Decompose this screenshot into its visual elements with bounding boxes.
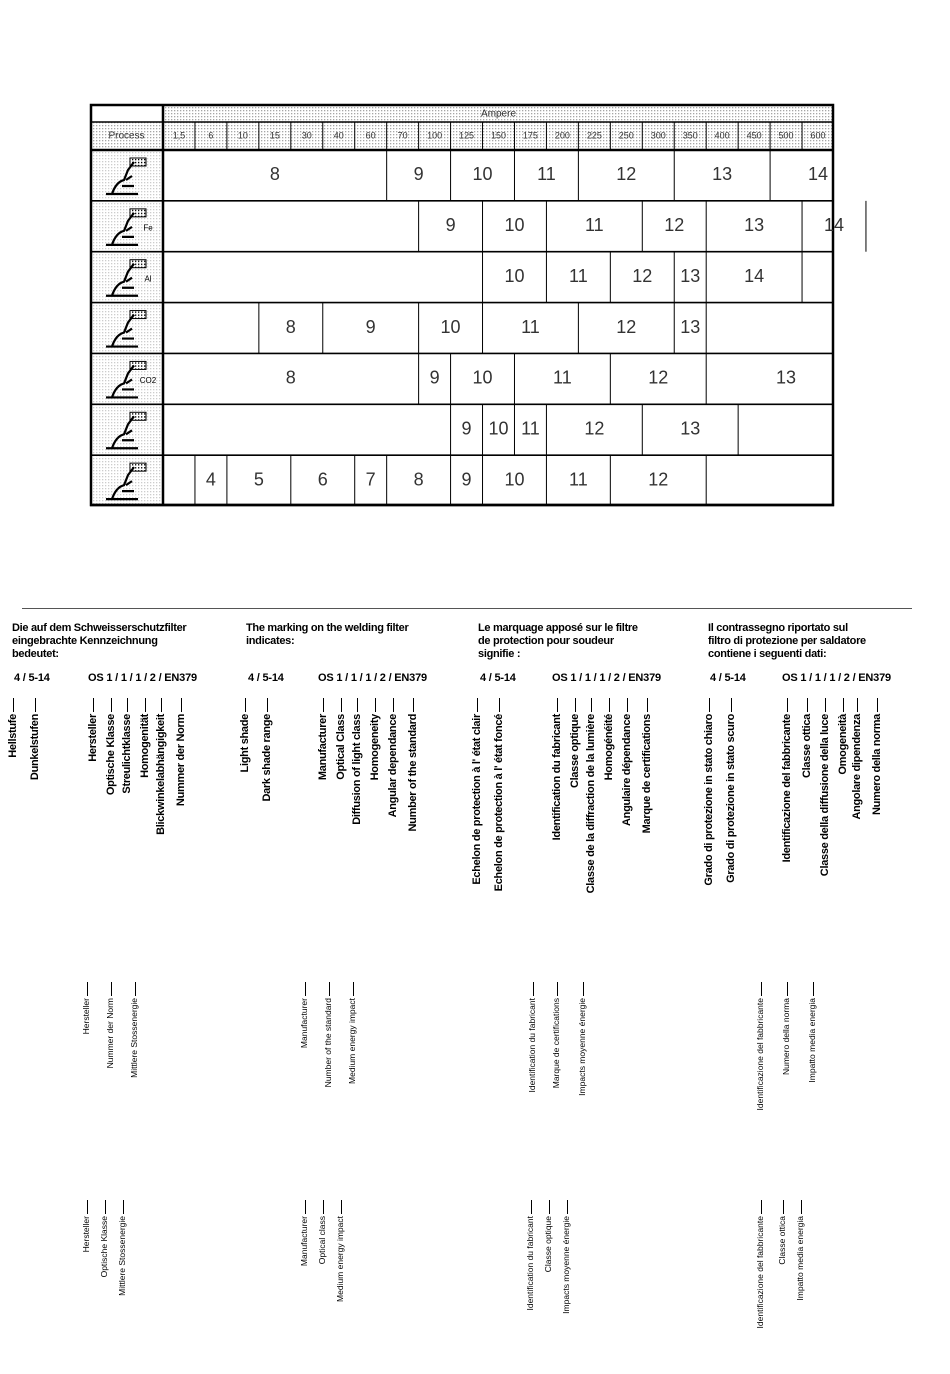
ampere-tick: 200 xyxy=(554,130,570,141)
marking-label-right: Optische Klasse xyxy=(105,714,117,796)
marking-label-right: Identification du fabricant xyxy=(551,714,563,841)
label-tick xyxy=(567,1200,568,1214)
section-divider xyxy=(22,608,912,609)
shade-value: 10 xyxy=(440,316,461,337)
label-tick xyxy=(531,1200,532,1214)
marking-label-bottom: Impatto media energia xyxy=(795,1216,805,1301)
marking-label-right: Classe ottica xyxy=(801,714,813,778)
figure-box xyxy=(130,209,146,217)
marking-label-mid: Manufacturer xyxy=(299,998,309,1049)
marking-label-right: Classe de la diffraction de la lumière xyxy=(585,714,597,894)
process-sub-label: Fe xyxy=(143,223,153,233)
ampere-tick: 250 xyxy=(618,130,634,141)
marking-label-left: Dunkelstufen xyxy=(29,714,41,781)
shade-value: 5 xyxy=(253,469,264,490)
shade-value: 13 xyxy=(712,164,733,185)
label-tick xyxy=(305,1200,306,1214)
label-tick xyxy=(731,698,732,712)
shade-value: 14 xyxy=(823,215,845,236)
label-tick xyxy=(375,698,376,712)
marking-label-right: Number of the standard xyxy=(407,714,419,832)
label-tick xyxy=(787,698,788,712)
label-tick xyxy=(305,982,306,996)
label-tick xyxy=(353,982,354,996)
shade-value: 10 xyxy=(472,367,493,388)
marking-label-mid: Impatto media energia xyxy=(807,998,817,1083)
marking-label-bottom: Manufacturer xyxy=(299,1216,309,1267)
marking-code-right: OS 1 / 1 / 1 / 2 / EN379 xyxy=(782,672,891,684)
shade-value: 12 xyxy=(584,418,605,439)
label-tick xyxy=(647,698,648,712)
shade-value: 11 xyxy=(553,367,572,388)
section-title-1: The marking on the welding filter indicates: xyxy=(246,622,409,647)
shade-value: 9 xyxy=(413,164,424,185)
ampere-tick: 1,5 xyxy=(172,130,186,141)
label-tick xyxy=(135,982,136,996)
label-tick xyxy=(499,698,500,712)
shade-value: 12 xyxy=(648,367,669,388)
ampere-tick: 15 xyxy=(269,130,280,141)
marking-label-mid: Hersteller xyxy=(81,998,91,1035)
label-tick xyxy=(267,698,268,712)
shade-value: 13 xyxy=(680,418,701,439)
marking-label-right: Identificazione del fabbricante xyxy=(781,714,793,863)
label-tick xyxy=(801,1200,802,1214)
marking-code-right: OS 1 / 1 / 1 / 2 / EN379 xyxy=(552,672,661,684)
ampere-tick: 350 xyxy=(682,130,698,141)
section-title-3: Il contrassegno riportato sul filtro di protezione per saldatore contiene i seguenti dati: xyxy=(708,622,866,660)
ampere-tick: 10 xyxy=(237,130,248,141)
marking-code-right: OS 1 / 1 / 1 / 2 / EN379 xyxy=(88,672,197,684)
marking-label-bottom: Identificazione del fabbricante xyxy=(755,1216,765,1329)
label-tick xyxy=(825,698,826,712)
ampere-tick: 30 xyxy=(301,130,312,141)
marking-label-mid: Impacts moyenne énergie xyxy=(577,998,587,1096)
shade-value: 10 xyxy=(504,265,525,286)
marking-label-right: Manufacturer xyxy=(317,714,329,781)
section-title-2: Le marquage apposé sur le filtre de protection pour soudeur signifie : xyxy=(478,622,638,660)
label-tick xyxy=(709,698,710,712)
shade-value: 10 xyxy=(504,215,525,236)
shade-value: 8 xyxy=(285,316,296,337)
label-tick xyxy=(761,1200,762,1214)
label-tick xyxy=(111,698,112,712)
marking-label-right: Homogenität xyxy=(139,714,151,778)
ampere-tick: 400 xyxy=(714,130,730,141)
label-tick xyxy=(533,982,534,996)
ampere-tick: 40 xyxy=(333,130,344,141)
label-tick xyxy=(783,1200,784,1214)
shade-value: 12 xyxy=(632,265,653,286)
marking-label-left: Grado di protezione in stato chiaro xyxy=(703,714,715,886)
marking-label-right: Homogénéité xyxy=(603,714,615,781)
ampere-header: Ampere xyxy=(480,108,517,120)
shade-value: 11 xyxy=(569,265,588,286)
shade-value: 9 xyxy=(461,418,472,439)
marking-label-mid: Marque de certifications xyxy=(551,998,561,1089)
marking-label-mid: Nummer der Norm xyxy=(105,998,115,1069)
marking-label-bottom: Classe optique xyxy=(543,1216,553,1273)
marking-code-left: 4 / 5-14 xyxy=(14,672,50,684)
marking-label-bottom: Optical class xyxy=(317,1216,327,1265)
label-tick xyxy=(323,1200,324,1214)
shade-value: 11 xyxy=(521,418,540,439)
shade-value: 14 xyxy=(808,164,829,185)
label-tick xyxy=(245,698,246,712)
label-tick xyxy=(609,698,610,712)
label-tick xyxy=(123,1200,124,1214)
shade-value: 13 xyxy=(680,316,701,337)
label-tick xyxy=(323,698,324,712)
marking-label-left: Grado di protezione in stato scuro xyxy=(725,714,737,883)
marking-label-mid: Numero della norma xyxy=(781,998,791,1076)
shade-value: 8 xyxy=(285,367,296,388)
label-tick xyxy=(341,698,342,712)
marking-label-bottom: Hersteller xyxy=(81,1216,91,1253)
label-tick xyxy=(787,982,788,996)
marking-label-mid: Mittlere Stossenergie xyxy=(129,998,139,1078)
ampere-tick: 600 xyxy=(810,130,826,141)
figure-box xyxy=(130,311,146,319)
shade-value: 9 xyxy=(461,469,472,490)
ampere-tick: 150 xyxy=(490,130,507,141)
label-tick xyxy=(575,698,576,712)
shade-value: 10 xyxy=(472,164,493,185)
ampere-tick: 300 xyxy=(650,130,666,141)
label-tick xyxy=(591,698,592,712)
shade-value: 11 xyxy=(537,164,556,185)
label-tick xyxy=(477,698,478,712)
marking-label-bottom: Classe ottica xyxy=(777,1216,787,1265)
label-tick xyxy=(357,698,358,712)
label-tick xyxy=(627,698,628,712)
shade-value: 12 xyxy=(616,164,637,185)
marking-label-right: Streulichtklasse xyxy=(121,714,133,794)
marking-label-left: Light shade xyxy=(239,714,251,773)
process-header: Process xyxy=(108,130,145,142)
label-tick xyxy=(557,698,558,712)
shade-value: 11 xyxy=(585,215,604,236)
marking-label-mid: Medium energy impact xyxy=(347,998,357,1084)
shade-value: 9 xyxy=(445,215,456,236)
label-tick xyxy=(843,698,844,712)
marking-label-left: Echelon de protection à l' état foncé xyxy=(493,714,505,892)
ampere-tick: 175 xyxy=(522,130,538,141)
marking-label-right: Angolare dipendenza xyxy=(851,714,863,820)
section-title-0: Die auf dem Schweisserschutzfilter eingebrachte Kennzeichnung bedeutet: xyxy=(12,622,187,660)
ampere-tick: 450 xyxy=(746,130,762,141)
marking-label-mid: Number of the standard xyxy=(323,998,333,1088)
marking-label-mid: Identificazione del fabbricante xyxy=(755,998,765,1111)
label-tick xyxy=(549,1200,550,1214)
label-tick xyxy=(13,698,14,712)
marking-label-left: Echelon de protection à l' état clair xyxy=(471,714,483,885)
process-sub-label: CO2 xyxy=(139,375,157,385)
marking-label-right: Classe optique xyxy=(569,714,581,789)
shade-value: 6 xyxy=(317,469,328,490)
shade-value: 12 xyxy=(616,316,637,337)
marking-label-right: Nummer der Norm xyxy=(175,714,187,807)
marking-label-bottom: Impacts moyenne énergie xyxy=(561,1216,571,1314)
ampere-tick: 225 xyxy=(586,130,602,141)
label-tick xyxy=(807,698,808,712)
label-tick xyxy=(161,698,162,712)
label-tick xyxy=(105,1200,106,1214)
marking-label-bottom: Mittlere Stossenergie xyxy=(117,1216,127,1296)
ampere-tick: 500 xyxy=(778,130,794,141)
shade-value: 10 xyxy=(504,469,525,490)
marking-label-left: Dark shade range xyxy=(261,714,273,802)
label-tick xyxy=(813,982,814,996)
shade-value: 12 xyxy=(664,215,685,236)
shade-value: 13 xyxy=(680,265,701,286)
marking-code-left: 4 / 5-14 xyxy=(480,672,516,684)
marking-label-bottom: Optische Klasse xyxy=(99,1216,109,1278)
marking-label-right: Numero della norma xyxy=(871,714,883,815)
figure-box xyxy=(130,463,146,471)
label-tick xyxy=(35,698,36,712)
shade-table xyxy=(90,104,845,506)
marking-label-right: Optical Class xyxy=(335,714,347,780)
marking-code-left: 4 / 5-14 xyxy=(710,672,746,684)
shade-value: 13 xyxy=(744,215,765,236)
ampere-tick: 70 xyxy=(397,130,408,141)
marking-label-mid: Identification du fabricant xyxy=(527,998,537,1093)
label-tick xyxy=(87,982,88,996)
marking-label-right: Diffusion of light class xyxy=(351,714,363,825)
label-tick xyxy=(877,698,878,712)
label-tick xyxy=(127,698,128,712)
shade-value: 11 xyxy=(569,469,588,490)
figure-box xyxy=(130,260,146,268)
marking-label-right: Angular dependance xyxy=(387,714,399,818)
ampere-tick: 6 xyxy=(208,130,214,141)
figure-box xyxy=(130,412,146,420)
shade-value: 9 xyxy=(429,367,440,388)
shade-value: 4 xyxy=(205,469,216,490)
marking-code-left: 4 / 5-14 xyxy=(248,672,284,684)
marking-label-right: Omogeneità xyxy=(837,714,849,775)
shade-value: 7 xyxy=(365,469,376,490)
marking-label-right: Blickwinkelabhängigkeit xyxy=(155,714,167,835)
marking-label-right: Hersteller xyxy=(87,714,99,762)
ampere-tick: 60 xyxy=(365,130,376,141)
marking-label-left: Hellstufe xyxy=(7,714,19,758)
process-sub-label: Al xyxy=(144,274,152,284)
ampere-tick: 125 xyxy=(459,130,475,141)
label-tick xyxy=(557,982,558,996)
shade-value: 10 xyxy=(488,418,509,439)
ampere-tick: 100 xyxy=(427,130,443,141)
marking-label-right: Angulaire dépendance xyxy=(621,714,633,826)
marking-label-right: Classe della diffusione della luce xyxy=(819,714,831,877)
shade-value: 9 xyxy=(365,316,376,337)
label-tick xyxy=(329,982,330,996)
label-tick xyxy=(181,698,182,712)
marking-code-right: OS 1 / 1 / 1 / 2 / EN379 xyxy=(318,672,427,684)
marking-label-right: Marque de certifications xyxy=(641,714,653,834)
marking-label-right: Homogeneity xyxy=(369,714,381,781)
label-tick xyxy=(87,1200,88,1214)
figure-box xyxy=(130,158,146,166)
label-tick xyxy=(857,698,858,712)
label-tick xyxy=(341,1200,342,1214)
label-tick xyxy=(583,982,584,996)
label-tick xyxy=(93,698,94,712)
label-tick xyxy=(145,698,146,712)
marking-label-bottom: Identification du fabricant xyxy=(525,1216,535,1311)
label-tick xyxy=(393,698,394,712)
marking-label-bottom: Medium energy impact xyxy=(335,1216,345,1302)
label-tick xyxy=(413,698,414,712)
figure-box xyxy=(130,361,146,369)
shade-value: 14 xyxy=(744,265,765,286)
shade-value: 8 xyxy=(269,164,280,185)
label-tick xyxy=(761,982,762,996)
shade-value: 13 xyxy=(776,367,797,388)
shade-value: 12 xyxy=(648,469,669,490)
shade-value: 11 xyxy=(521,316,540,337)
shade-value: 8 xyxy=(413,469,424,490)
label-tick xyxy=(111,982,112,996)
